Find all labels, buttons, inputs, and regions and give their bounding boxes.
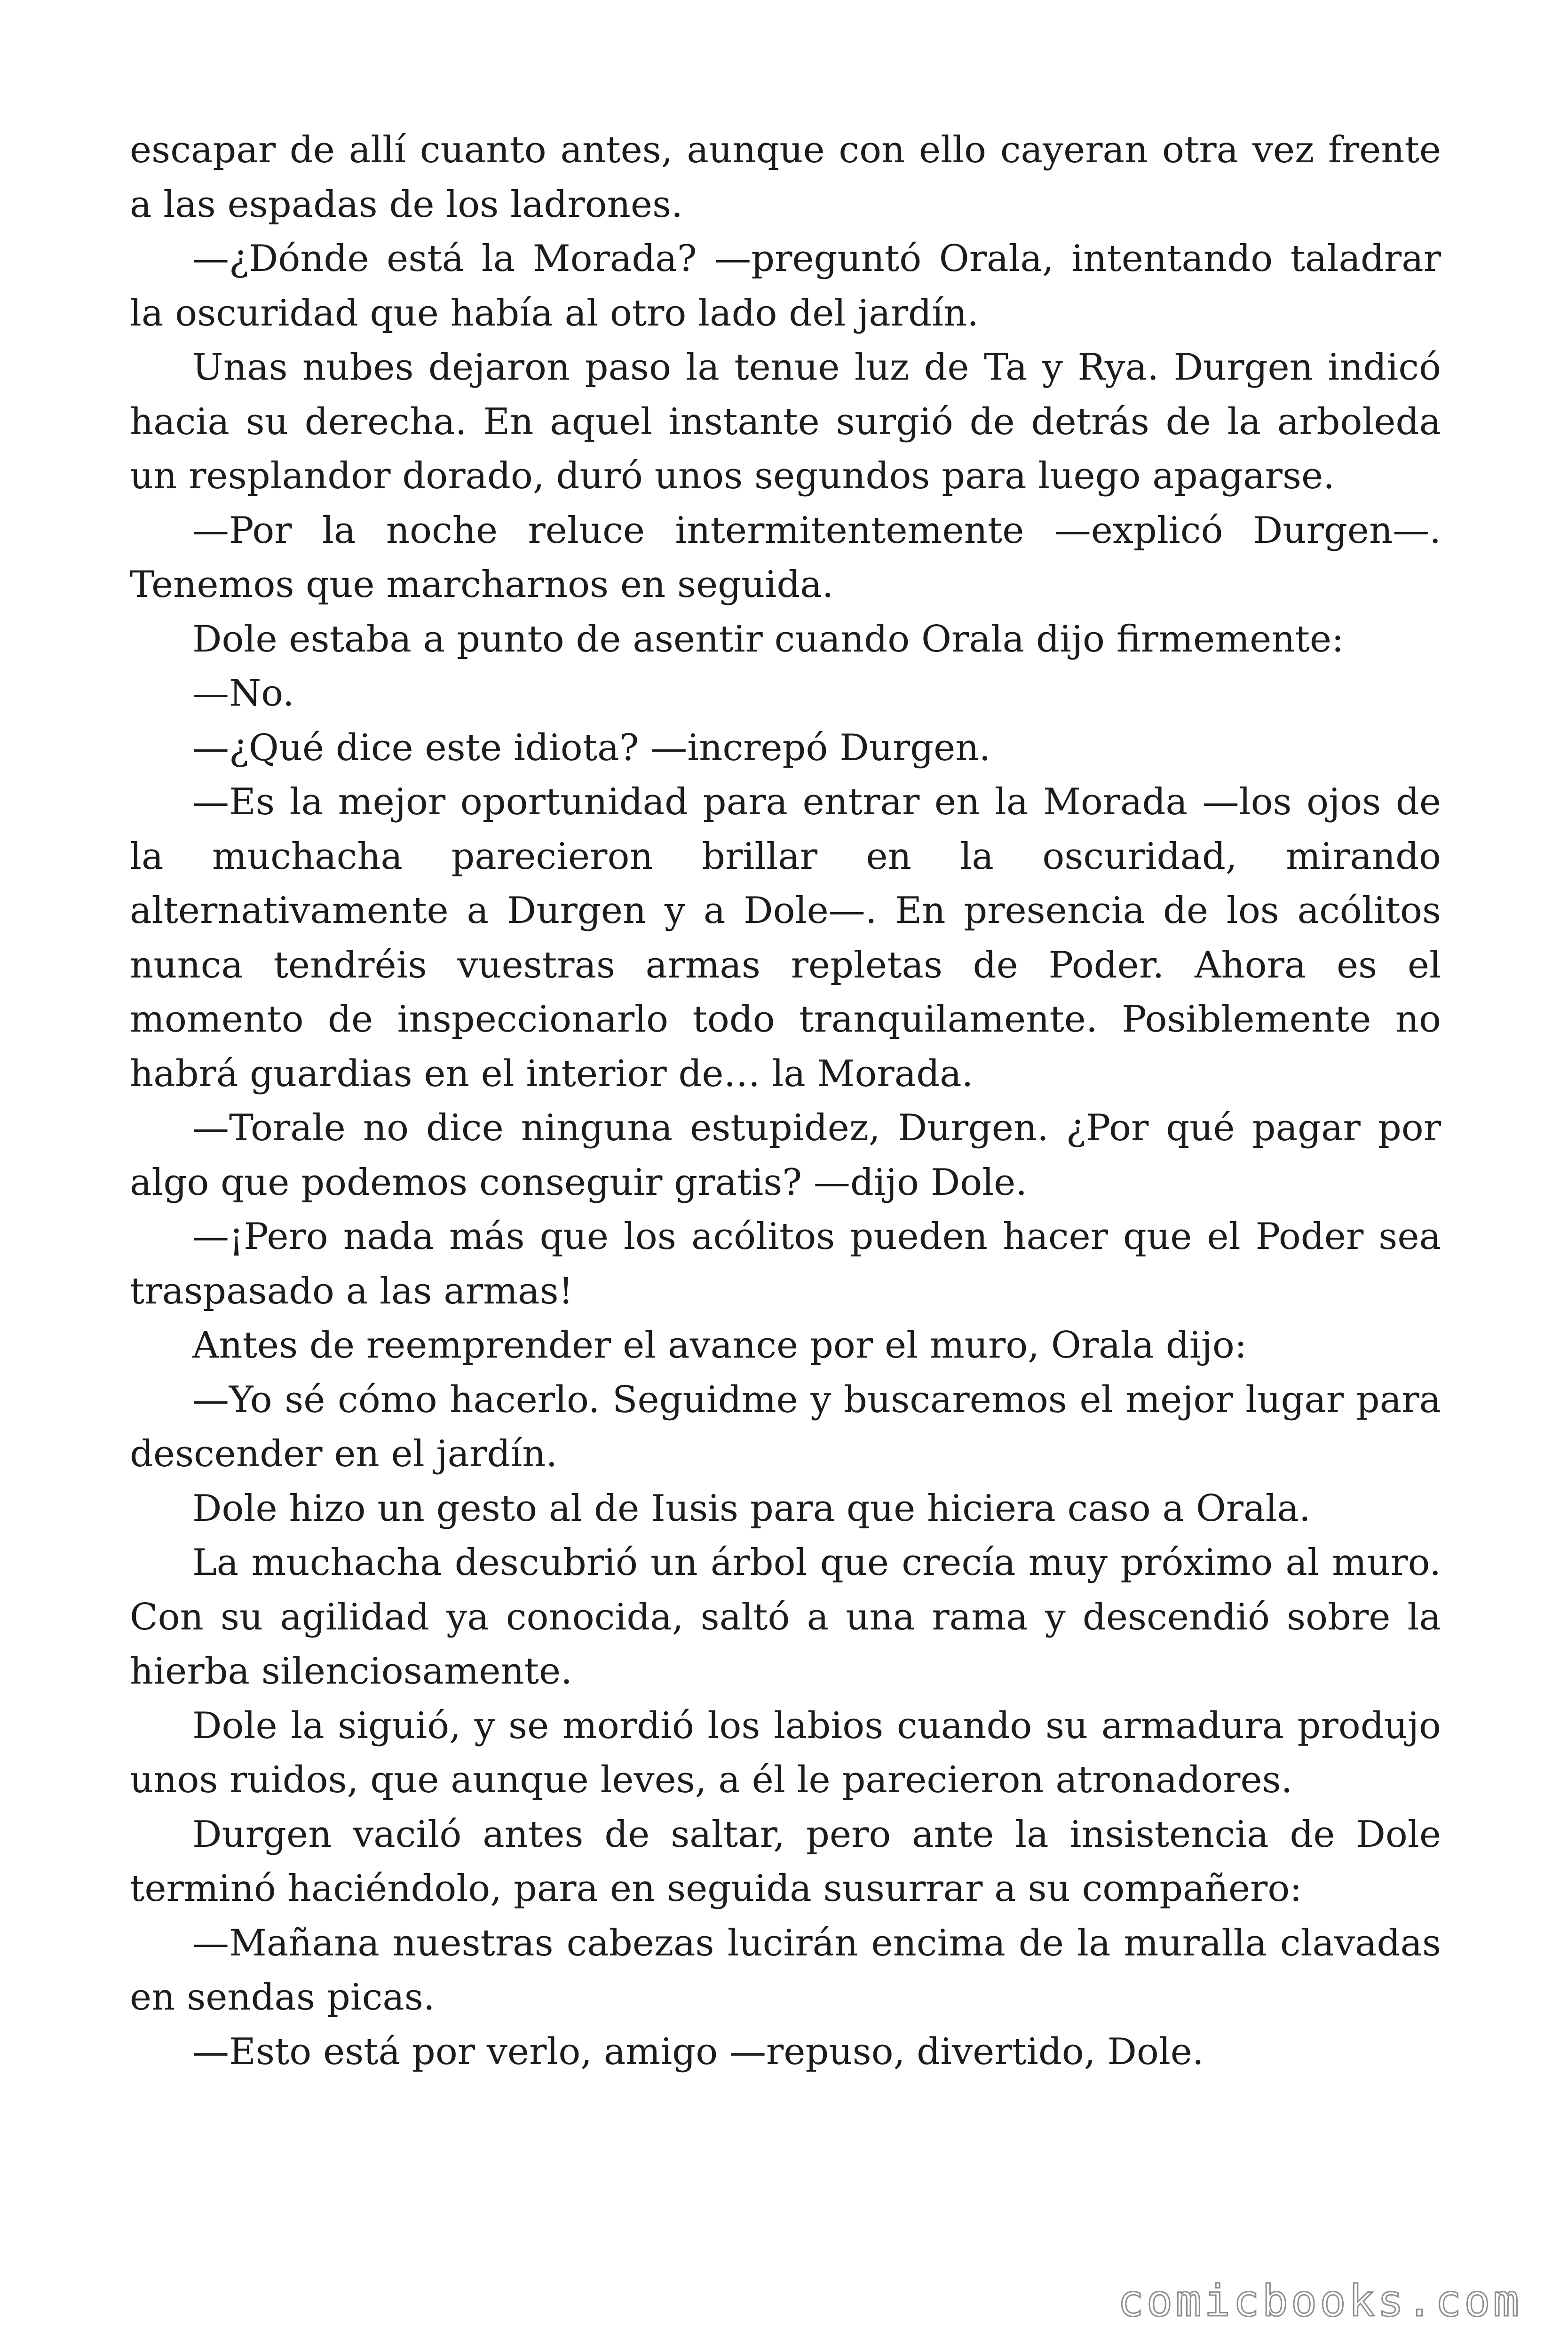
paragraph: escapar de allí cuanto antes, aunque con ello cayeran otra vez frente a las espadas de los ladrones.	[130, 129, 1441, 226]
paragraph: —Es la mejor oportunidad para entrar en la Morada —los ojos de la muchacha parecieron brillar en la oscuridad, mirando alternativamente a Durgen y a Dole—. En presencia de los acólitos nunca tendréis vuestras armas repletas de Poder. Ahora es el momento de inspeccionarlo todo tranquilamente. Posiblemente no habrá guardias en el interior de… la Morada.	[130, 781, 1441, 1095]
paragraph: —No.	[192, 672, 294, 715]
paragraph: —¡Pero nada más que los acólitos pueden hacer que el Poder sea traspasado a las armas!	[130, 1216, 1441, 1312]
paragraph: Dole estaba a punto de asentir cuando Orala dijo firmemente:	[192, 618, 1344, 660]
watermark: comicbooks.com	[1117, 2276, 1522, 2326]
paragraph: Antes de reemprender el avance por el muro, Orala dijo:	[192, 1324, 1247, 1367]
paragraph: La muchacha descubrió un árbol que crecía muy próximo al muro. Con su agilidad ya conocida, saltó a una rama y descendió sobre la hierba silenciosamente.	[130, 1542, 1441, 1692]
paragraph: Unas nubes dejaron paso la tenue luz de Ta y Rya. Durgen indicó hacia su derecha. En aquel instante surgió de detrás de la arboleda un resplandor dorado, duró unos segundos para luego apagarse.	[130, 346, 1441, 497]
paragraph: —Esto está por verlo, amigo —repuso, divertido, Dole.	[192, 2030, 1204, 2073]
paragraph: Dole hizo un gesto al de Iusis para que hiciera caso a Orala.	[192, 1487, 1311, 1530]
paragraph: —Yo sé cómo hacerlo. Seguidme y buscaremos el mejor lugar para descender en el jardín.	[130, 1378, 1441, 1475]
paragraph: —Por la noche reluce intermitentemente —explicó Durgen—. Tenemos que marcharnos en seguida.	[130, 509, 1441, 606]
paragraph: —¿Qué dice este idiota? —increpó Durgen.	[192, 726, 991, 769]
page-body-text	[130, 123, 1441, 2079]
paragraph: Durgen vaciló antes de saltar, pero ante la insistencia de Dole terminó haciéndolo, para en seguida susurrar a su compañero:	[130, 1813, 1441, 1910]
paragraph: Dole la siguió, y se mordió los labios cuando su armadura produjo unos ruidos, que aunque leves, a él le parecieron atronadores.	[130, 1704, 1441, 1801]
paragraph: —Mañana nuestras cabezas lucirán encima de la muralla clavadas en sendas picas.	[130, 1922, 1441, 2018]
paragraph: —Torale no dice ninguna estupidez, Durgen. ¿Por qué pagar por algo que podemos conseguir gratis? —dijo Dole.	[130, 1107, 1441, 1204]
paragraph: —¿Dónde está la Morada? —preguntó Orala, intentando taladrar la oscuridad que había al otro lado del jardín.	[130, 238, 1441, 334]
